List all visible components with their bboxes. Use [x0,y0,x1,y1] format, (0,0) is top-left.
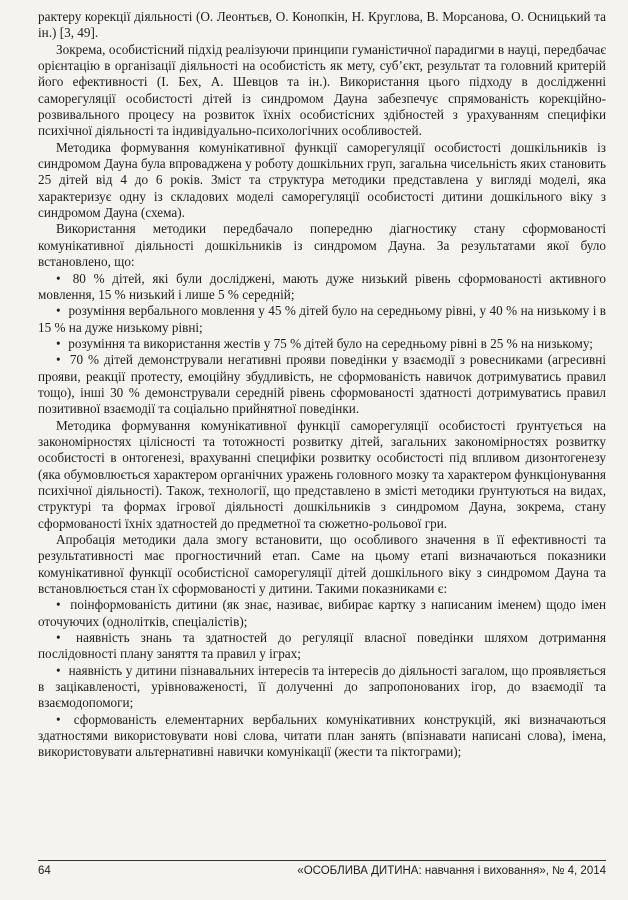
list-item-text: 80 % дітей, які були досліджені, мають дуже низький рівень сформованості активного мовлення, 15 % низький і лише 5 % середній; [38,270,606,302]
bullet-icon: • [56,335,61,351]
list-item-text: поінформованість дитини (як знає, називає, вибирає картку з написаним іменем) щодо імен оточуючих (однолітків, спеціалістів); [38,597,607,629]
bullet-icon: • [56,597,61,613]
paragraph: Використання методики передбачало попередню діагностику стану сформованості комунікативної діяльності дошкільників із синдромом Дауна. За результатами якої було встановлено, що: [38,221,606,270]
bullet-icon: • [56,711,61,727]
list-item [38,663,606,712]
bullet-icon: • [56,352,61,368]
bullet-icon: • [56,303,61,319]
list-item-text: розуміння вербального мовлення у 45 % дітей було на середньому рівні, у 40 % на низькому і в 15 % на дуже низькому рівні; [38,303,607,335]
page-number: 64 [38,865,51,877]
list-item-text: розуміння та використання жестів у 75 % дітей було на середньому рівні в 25 % на низькому; [68,335,593,351]
list-item [38,271,606,304]
page-footer [38,860,606,877]
paragraph: Зокрема, особистісний підхід реалізуючи принципи гуманістичної парадигми в науці, передбачає орієнтацію в організації діяльності на особистість як мету, суб’єкт, результат та головний критерій його ефективності (І. Бех, А. Шевцов та ін.). Використання цього підходу в дослідженні саморегуляції особистості дітей із синдромом Дауна забезпечує спрямованість корекційно-розвивального процесу на розвиток їхніх особистісних здібностей з урахуванням специфіки психічної діяльності та індивідуально-психологічних особливостей. [38,41,606,139]
paragraph: Методика формування комунікативної функції саморегуляції особистості ґрунтується на закономірностях цілісності та тотожності розвитку дітей, загальних закономірностях розвитку особистості в онтогенезі, врахуванні специфіки розвитку особистості під впливом дизонтогенезу (яка обумовлюється характером органічних уражень головного мозку та характером функціонування психічної діяльності). Також, технології, що представлено в змісті методики ґрунтуються на видах, структурі та формах ігрової діяльності дошкільників з синдромом Дауна, зокрема, стану сформованості їхніх здатностей до предметної та сюжетно-рольової гри. [38,417,606,531]
list-item [38,597,606,630]
bullet-icon: • [56,630,61,646]
list-item-text: наявність знань та здатностей до регуляції власної поведінки шляхом дотримання послідовності плану заняття та правил у іграх; [38,630,607,662]
paragraph: Методика формування комунікативної функції саморегуляції особистості дошкільників із синдромом Дауна була впроваджена у роботу дошкільних груп, загальна чисельність яких становить 25 дітей від 4 до 6 років. Зміст та структура методики представлена у вигляді моделі, яка характеризує одну із складових моделі саморегуляції особистості дитини дошкільного віку з синдромом Дауна (схема). [38,139,606,221]
list-item-text: 70 % дітей демонстрували негативні прояви поведінки у взаємодії з ровесниками (агресивні прояви, реакції протесту, емоційну збудливість, не сформованість навичок дотримуватись правил тощо), інші 30 % демонстрували середній рівень сформованості здатності дотримуватись правил позитивної взаємодії та соціально прийнятної поведінки. [38,352,606,417]
paragraph: рактеру корекції діяльності (О. Леонтьєв, О. Конопкін, Н. Круглова, В. Морсанова, О. Осницький та ін.) [3, 49]. [38,9,606,41]
list-item [38,630,606,663]
bullet-icon: • [56,662,61,678]
bullet-icon: • [56,270,61,286]
list-item-text: сформованість елементарних вербальних комунікативних конструкцій, які визначаються здатностями використовувати нові слова, читати план занять (впізнавати написані слова), імена, використовувати альтернативні навички комунікації (жести та піктограми); [38,711,606,760]
paragraph: Апробація методики дала змогу встановити, що особливого значення в її ефективності та результативності має прогностичний етап. Саме на цьому етапі визначаються показники комунікативної функції особистісної саморегуляції дітей дошкільного віку з синдромом Дауна та встановлюється стан їх сформованості у дитини. Такими показниками є: [38,532,606,597]
list-item [38,712,606,761]
list-item [38,303,606,336]
list-item [38,352,606,417]
journal-title: «ОСОБЛИВА ДИТИНА: навчання і виховання», № 4, 2014 [297,865,606,877]
list-item [38,336,606,352]
list-item-text: наявність у дитини пізнавальних інтересів та інтересів до діяльності загалом, що проявляється в зацікавленості, урівноваженості, її долученні до запропонованих ігор, до взаємодії та взаємодопомоги; [38,662,607,711]
article-body [38,9,606,761]
